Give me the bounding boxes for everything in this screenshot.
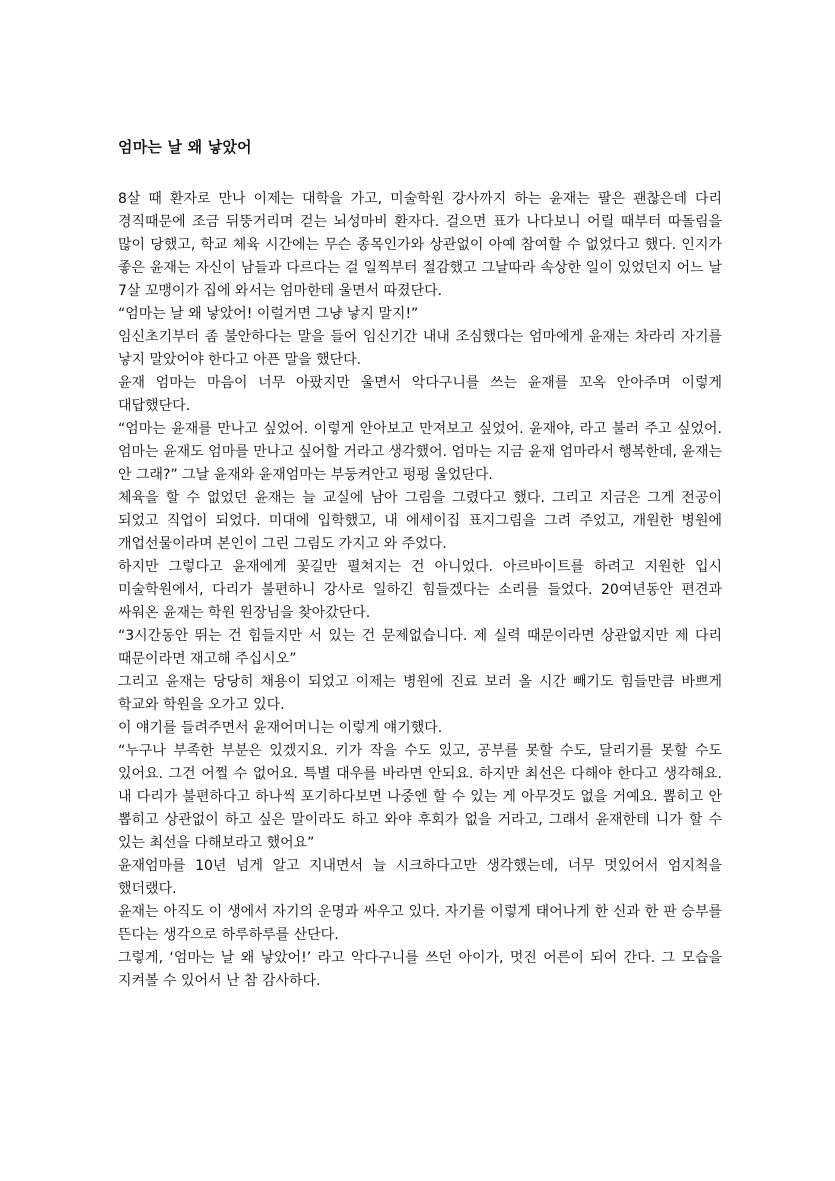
paragraph: 그렇게, ‘엄마는 날 왜 낳았어!’ 라고 악다구니를 쓰던 아이가, 멋진 어른이 되어 간다. 그 모습을 지켜볼 수 있어서 난 참 감사하다.: [118, 950, 722, 989]
paragraph: “엄마는 날 왜 낳았어! 이럴거면 그냥 낳지 말지!”: [118, 306, 419, 322]
document-title: 엄마는 날 왜 낳았어: [118, 138, 252, 156]
paragraph: 이 얘기를 들려주면서 윤재어머니는 이렇게 얘기했다.: [118, 720, 443, 736]
paragraph: 하지만 그렇다고 윤재에게 꽃길만 펼쳐지는 건 아니었다. 아르바이트를 하려고 지원한 입시 미술학원에서, 다리가 불편하니 강사로 일하긴 힘들겠다는 소리를 들었다. 20여년동안 편견과 싸워온 윤재는 학원 원장님을 찾아갔단다.: [118, 559, 722, 621]
paragraph: “누구나 부족한 부분은 있겠지요. 키가 작을 수도 있고, 공부를 못할 수도, 달리기를 못할 수도 있어요. 그건 어쩔 수 없어요. 특별 대우를 바라면 안되요. 하지만 최선은 다해야 한다고 생각해요. 내 다리가 불편하다고 하나씩 포기하다보면 나중엔 할 수 있는 게 아무것도 없을 거예요. 뽑히고 안 뽑히고 상관없이 하고 싶은 말이라도 하고 와야 후회가 없을 거라고, 그래서 윤재한테 니가 할 수 있는 최선을 다해보라고 했어요”: [118, 743, 722, 851]
paragraph: 윤재엄마를 10년 넘게 알고 지내면서 늘 시크하다고만 생각했는데, 너무 멋있어서 엄지척을 했더랬다.: [118, 858, 722, 897]
document-body: [118, 188, 722, 993]
paragraph: 윤재 엄마는 마음이 너무 아팠지만 울면서 악다구니를 쓰는 윤재를 꼬옥 안아주며 이렇게 대답했단다.: [118, 375, 722, 414]
paragraph: 체육을 할 수 없었던 윤재는 늘 교실에 남아 그림을 그렸다고 했다. 그리고 지금은 그게 전공이 되었고 직업이 되었다. 미대에 입학했고, 내 에세이집 표지그림을 그려 주었고, 개원한 병원에 개업선물이라며 본인이 그린 그림도 가지고 와 주었다.: [118, 490, 722, 552]
paragraph: 8살 때 환자로 만나 이제는 대학을 가고, 미술학원 강사까지 하는 윤재는 팔은 괜찮은데 다리 경직때문에 조금 뒤뚱거리며 걷는 뇌성마비 환자다. 걸으면 표가 나다보니 어릴 때부터 따돌림을 많이 당했고, 학교 체육 시간에는 무슨 종목인가와 상관없이 아예 참여할 수 없었다고 했다. 인지가 좋은 윤재는 자신이 남들과 다르다는 걸 일찍부터 절감했고 그날따라 속상한 일이 있었던지 어느 날 7살 꼬맹이가 집에 와서는 엄마한테 울면서 따졌단다.: [118, 191, 722, 299]
paragraph: “3시간동안 뛰는 건 힘들지만 서 있는 건 문제없습니다. 제 실력 때문이라면 상관없지만 제 다리 때문이라면 재고해 주십시오”: [118, 628, 722, 667]
paragraph: 그리고 윤재는 당당히 채용이 되었고 이제는 병원에 진료 보러 올 시간 빼기도 힘들만큼 바쁘게 학교와 학원을 오가고 있다.: [118, 674, 722, 713]
paragraph: 윤재는 아직도 이 생에서 자기의 운명과 싸우고 있다. 자기를 이렇게 태어나게 한 신과 한 판 승부를 뜬다는 생각으로 하루하루를 산단다.: [118, 904, 722, 943]
document-page: [118, 136, 722, 993]
paragraph: “엄마는 윤재를 만나고 싶었어. 이렇게 안아보고 만져보고 싶었어. 윤재야, 라고 불러 주고 싶었어. 엄마는 윤재도 엄마를 만나고 싶어할 거라고 생각했어. 엄마는 지금 윤재 엄마라서 행복한데, 윤재는 안 그래?” 그날 윤재와 윤재엄마는 부둥켜안고 펑펑 울었단다.: [118, 421, 722, 483]
paragraph: 임신초기부터 좀 불안하다는 말을 들어 임신기간 내내 조심했다는 엄마에게 윤재는 차라리 자기를 낳지 말았어야 한다고 아픈 말을 했단다.: [118, 329, 722, 368]
